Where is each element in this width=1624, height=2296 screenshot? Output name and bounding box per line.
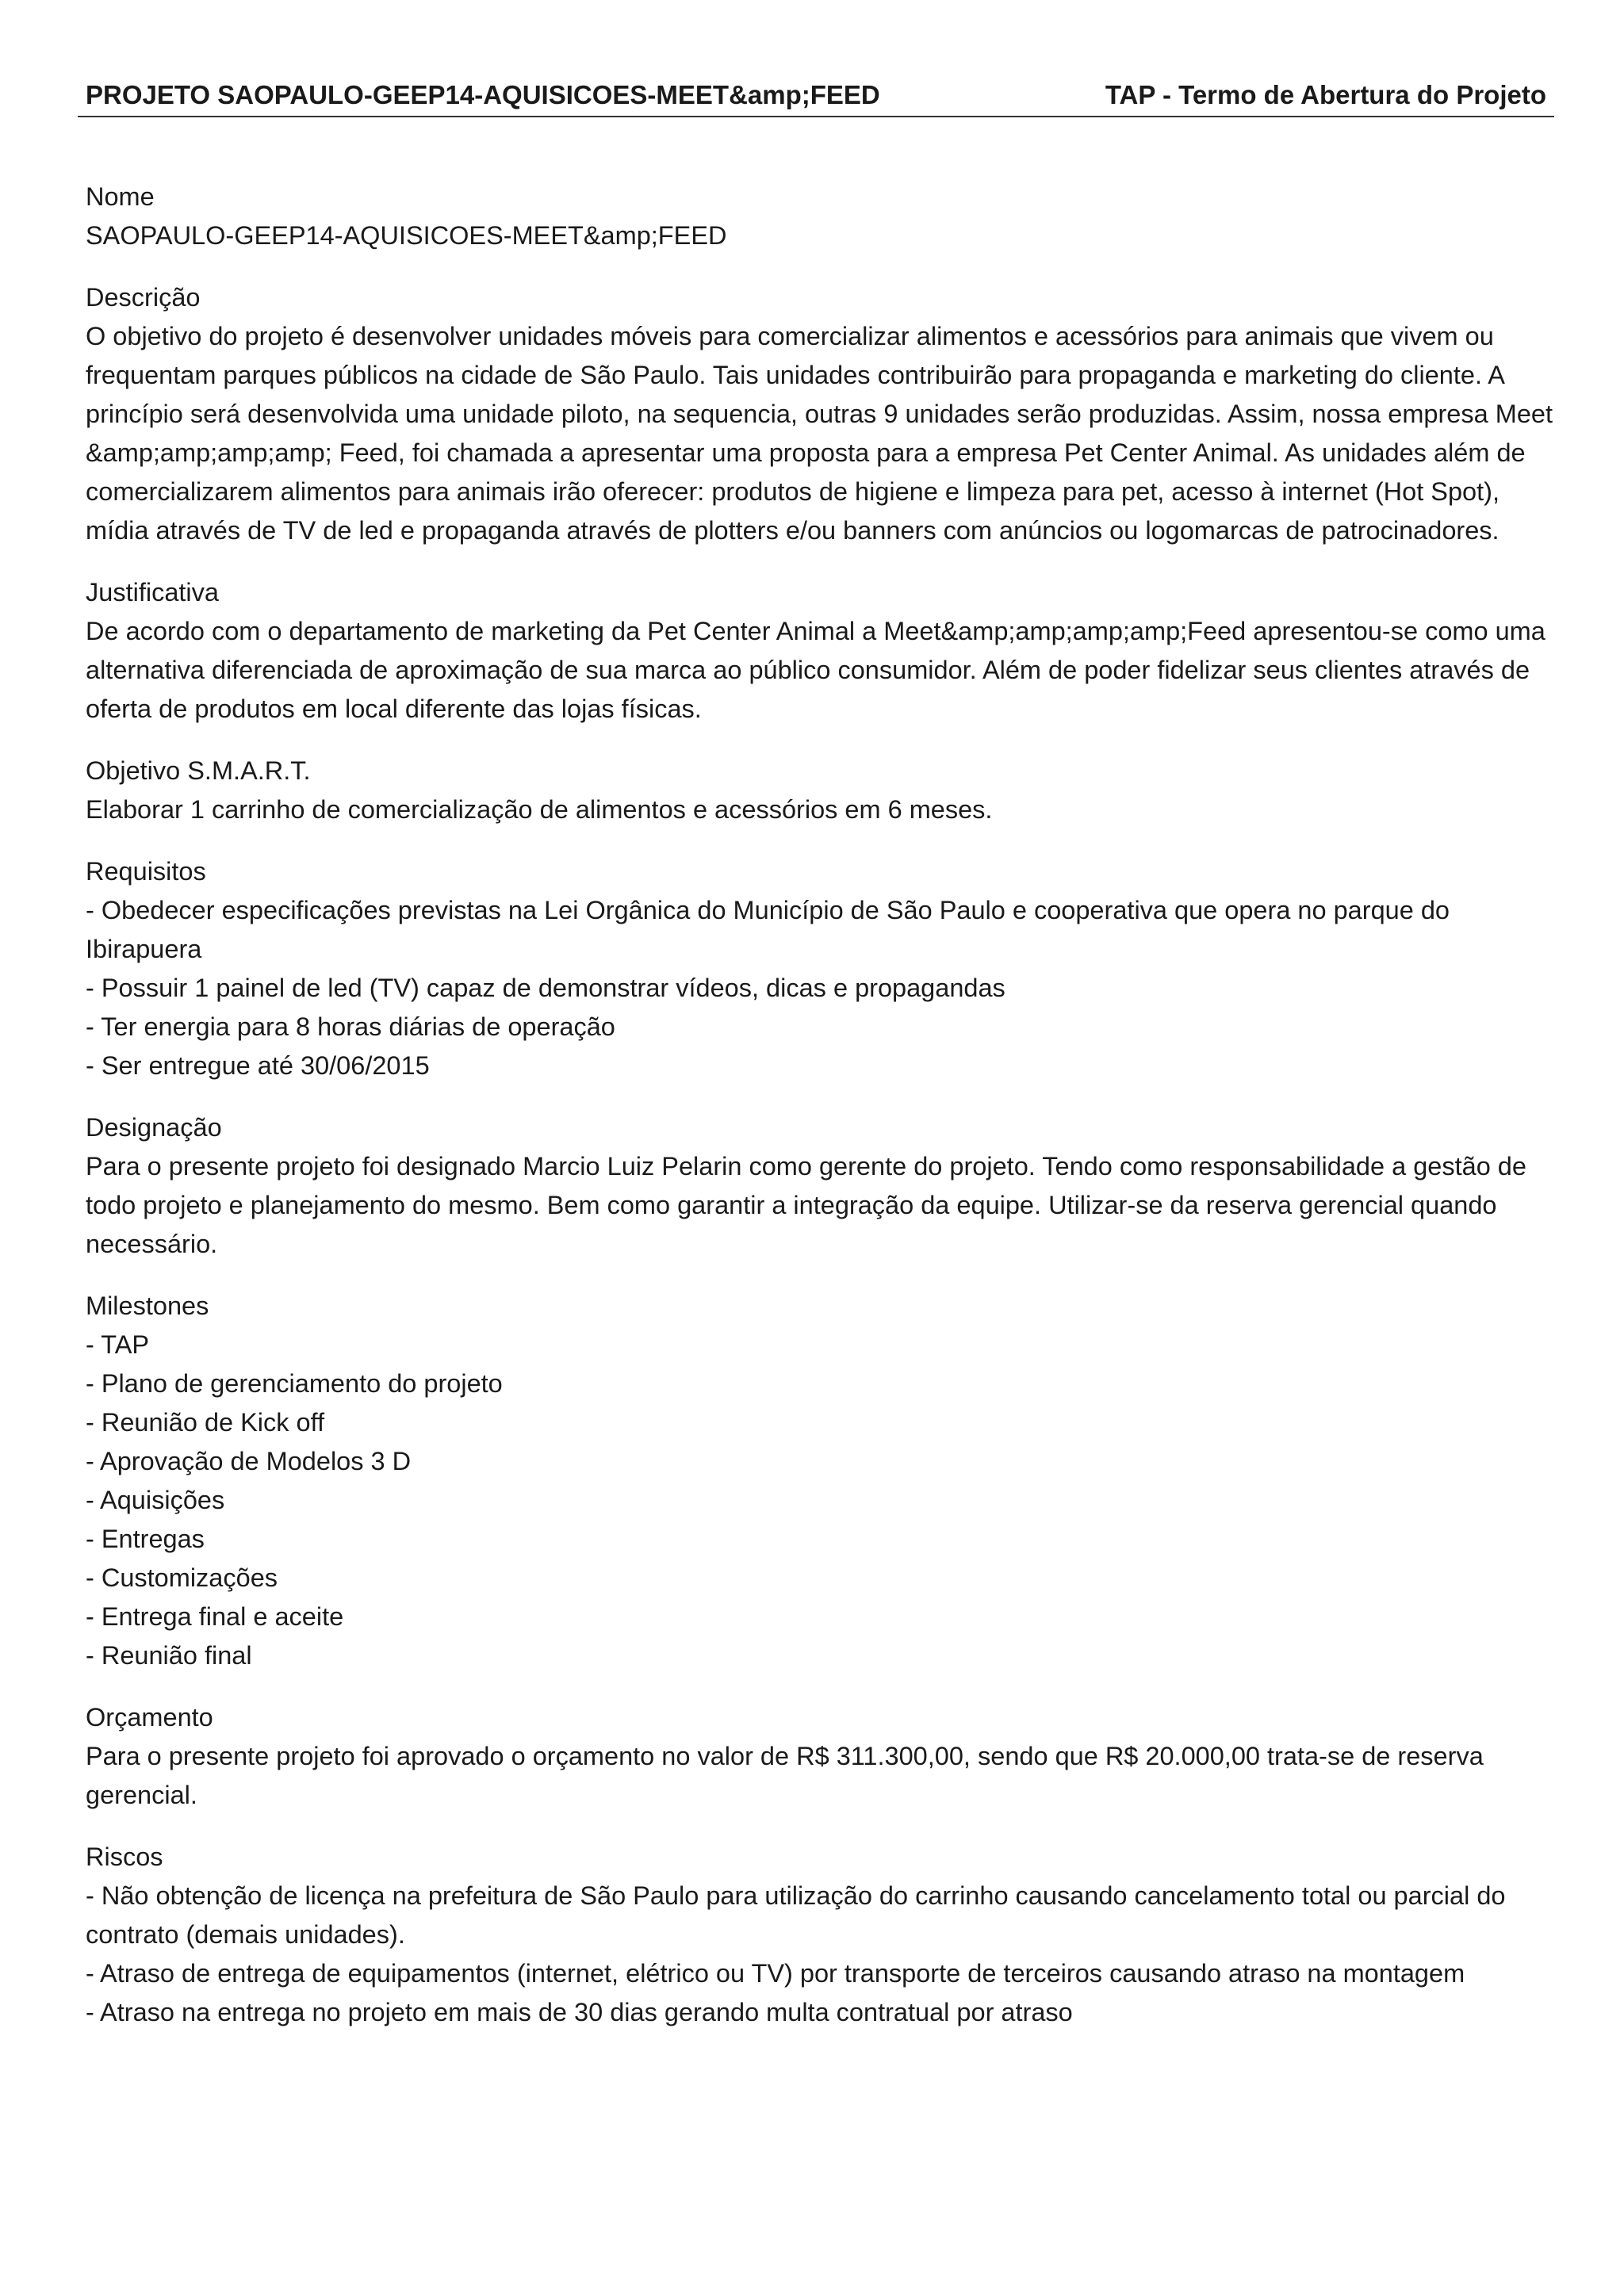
milestone-item: - TAP (86, 1330, 150, 1359)
section-riscos (86, 1838, 1554, 2032)
milestone-item: - Plano de gerenciamento do projeto (86, 1369, 503, 1398)
requisito-item: - Ter energia para 8 horas diárias de operação (86, 1012, 615, 1041)
descricao-label: Descrição (86, 283, 201, 312)
requisito-item: - Obedecer especificações previstas na Lei Orgânica do Município de São Paulo e cooperativa que opera no parque do Ibirapuera (86, 896, 1450, 963)
milestone-item: - Aquisições (86, 1486, 225, 1514)
riscos-label: Riscos (86, 1843, 163, 1871)
risco-item: - Não obtenção de licença na prefeitura de São Paulo para utilização do carrinho causando cancelamento total ou parcial do contrato (demais unidades). (86, 1881, 1506, 1949)
document-type: TAP - Termo de Abertura do Projeto (1105, 80, 1546, 109)
orcamento-label: Orçamento (86, 1703, 213, 1732)
page-header (78, 73, 1554, 117)
justificativa-label: Justificativa (86, 578, 219, 607)
nome-value: SAOPAULO-GEEP14-AQUISICOES-MEET&amp;FEED (86, 221, 727, 250)
milestone-item: - Aprovação de Modelos 3 D (86, 1447, 412, 1475)
objetivo-text: Elaborar 1 carrinho de comercialização de alimentos e acessórios em 6 meses. (86, 795, 993, 824)
designacao-label: Designação (86, 1113, 222, 1142)
milestones-list (86, 1326, 1554, 1675)
requisito-item: - Ser entregue até 30/06/2015 (86, 1051, 430, 1080)
objetivo-label: Objetivo S.M.A.R.T. (86, 756, 311, 785)
descricao-text: O objetivo do projeto é desenvolver unidades móveis para comercializar alimentos e acessórios para animais que vivem ou frequentam parques públicos na cidade de São Paulo. Tais unidades contribuirão para propaganda e marketing do cliente. A princípio será desenvolvida uma unidade piloto, na sequencia, outras 9 unidades serão produzidas. Assim, nossa empresa Meet &amp;amp;amp;amp; Feed, foi chamada a apresentar uma proposta para a empresa Pet Center Animal. As unidades além de comercializarem alimentos para animais irão oferecer: produtos de higiene e limpeza para pet, acesso à internet (Hot Spot), mídia através de TV de led e propaganda através de plotters e/ou banners com anúncios ou logomarcas de patrocinadores. (86, 322, 1553, 545)
section-milestones (86, 1287, 1554, 1675)
designacao-text: Para o presente projeto foi designado Marcio Luiz Pelarin como gerente do projeto. Tendo como responsabilidade a gestão de todo projeto e planejamento do mesmo. Bem como garantir a integração da equipe. Utilizar-se da reserva gerencial quando necessário. (86, 1152, 1526, 1258)
section-nome (86, 178, 1554, 255)
section-requisitos (86, 852, 1554, 1085)
milestone-item: - Reunião de Kick off (86, 1408, 325, 1437)
document-body (86, 178, 1554, 2055)
milestone-item: - Entrega final e aceite (86, 1602, 344, 1631)
risco-item: - Atraso na entrega no projeto em mais de 30 dias gerando multa contratual por atraso (86, 1998, 1073, 2026)
section-justificativa (86, 573, 1554, 729)
requisitos-label: Requisitos (86, 857, 206, 886)
milestone-item: - Customizações (86, 1563, 278, 1592)
requisito-item: - Possuir 1 painel de led (TV) capaz de demonstrar vídeos, dicas e propagandas (86, 974, 1005, 1002)
justificativa-text: De acordo com o departamento de marketing da Pet Center Animal a Meet&amp;amp;amp;amp;Feed apresentou-se como uma alternativa diferenciada de aproximação de sua marca ao público consumidor. Além de poder fidelizar seus clientes através de oferta de produtos em local diferente das lojas físicas. (86, 617, 1545, 723)
section-designacao (86, 1108, 1554, 1264)
orcamento-text: Para o presente projeto foi aprovado o orçamento no valor de R$ 311.300,00, sendo que R$ 20.000,00 trata-se de reserva gerencial. (86, 1742, 1484, 1809)
section-descricao (86, 278, 1554, 550)
risco-item: - Atraso de entrega de equipamentos (internet, elétrico ou TV) por transporte de terceiros causando atraso na montagem (86, 1959, 1465, 1988)
section-orcamento (86, 1698, 1554, 1815)
milestone-item: - Entregas (86, 1525, 205, 1553)
milestones-label: Milestones (86, 1292, 209, 1320)
milestone-item: - Reunião final (86, 1641, 252, 1670)
nome-label: Nome (86, 182, 155, 211)
project-title: PROJETO SAOPAULO-GEEP14-AQUISICOES-MEET&amp;FEED (86, 80, 880, 109)
section-objetivo (86, 752, 1554, 829)
